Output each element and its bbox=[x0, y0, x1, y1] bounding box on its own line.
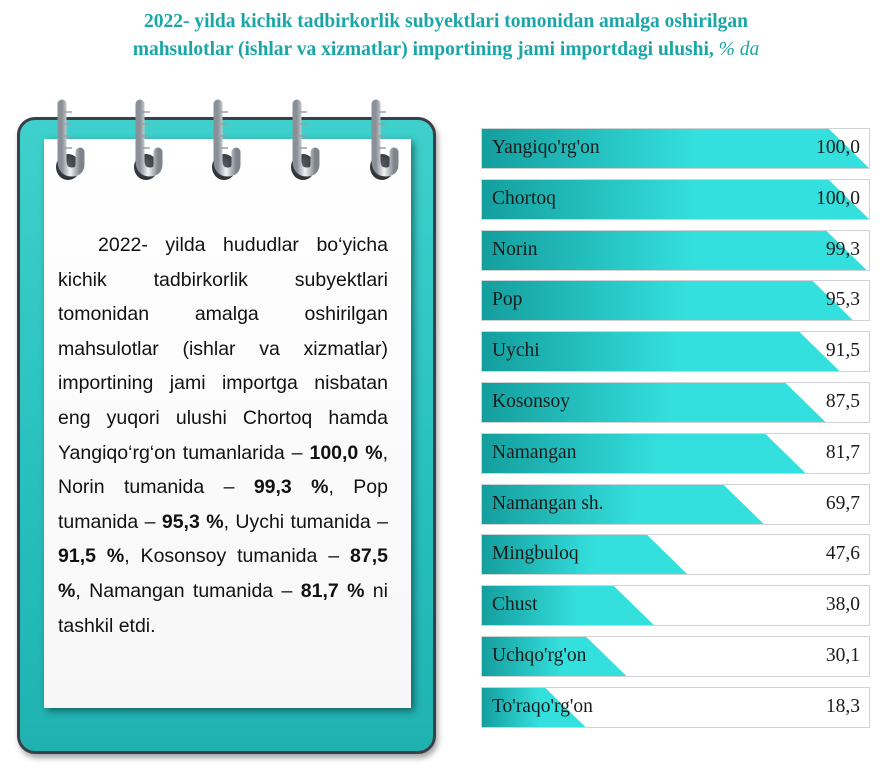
bar-category-label: Uychi bbox=[492, 340, 540, 362]
bar-category-label: Chust bbox=[492, 594, 538, 616]
bar-category-label: Chortoq bbox=[492, 187, 556, 209]
title-line-2: mahsulotlar (ishlar va xizmatlar) importining jami importdagi ulushi, % da bbox=[132, 39, 760, 60]
bar-category-label: Pop bbox=[492, 289, 523, 311]
bar-value-label: 38,0 bbox=[825, 594, 860, 616]
title-unit: % da bbox=[718, 39, 760, 60]
bar-category-label: Uchqo'rg'on bbox=[492, 645, 587, 666]
bar-row bbox=[481, 128, 870, 169]
bar-value-label: 91,5 bbox=[825, 340, 860, 362]
bar-value-label: 18,3 bbox=[825, 695, 860, 717]
bar-category-label: Mingbuloq bbox=[492, 543, 579, 565]
value-chortoq-yangiqorgon: 100,0 % bbox=[309, 441, 383, 464]
bar-shape bbox=[482, 332, 869, 371]
bar-row bbox=[481, 179, 870, 220]
bar bbox=[482, 281, 855, 320]
bar-value-label: 87,5 bbox=[825, 391, 860, 412]
bar-category-label: Norin bbox=[492, 238, 538, 260]
bar-row bbox=[481, 230, 870, 271]
value-namangan: 81,7 % bbox=[300, 579, 365, 602]
value-pop: 95,3 % bbox=[161, 510, 224, 533]
bar-value-label: 100,0 bbox=[816, 137, 860, 158]
value-uychi: 91,5 % bbox=[58, 545, 125, 568]
bar bbox=[482, 231, 869, 270]
bar-row bbox=[481, 280, 870, 321]
bar-row bbox=[481, 636, 870, 677]
bar-row bbox=[481, 687, 870, 728]
bar-value-label: 100,0 bbox=[816, 187, 860, 209]
bar-row bbox=[481, 382, 870, 423]
chart-title bbox=[0, 8, 892, 64]
bar-row bbox=[481, 331, 870, 372]
bar-shape bbox=[482, 281, 869, 320]
bar-value-label: 81,7 bbox=[825, 441, 860, 463]
bar-value-label: 47,6 bbox=[825, 543, 860, 565]
value-norin: 99,3 % bbox=[253, 476, 329, 499]
bar-category-label: Kosonsoy bbox=[492, 391, 571, 412]
notebook-text: 2022- yilda hududlar bo‘yicha kichik tadbirkorlik subyektlari tomonidan amalga oshirilgan mahsulotlar (ishlar va xizmatlar) importining jami importga nisbatan eng yuqori ulushi Chortoq hamda Yangiqo‘rg‘on tumanlarida – 100,0 %, Norin tumanida – 99,3 %, Pop tumanida – 95,3 %, Uychi tumanida – 91,5 %, Kosonsoy tumanida – 87,5 %, Namangan tumanida – 81,7 % ni tashkil etdi. bbox=[58, 234, 388, 637]
bar-value-label: 99,3 bbox=[825, 238, 860, 260]
bar-row bbox=[481, 433, 870, 474]
bar-shape bbox=[482, 231, 869, 270]
bar-category-label: Namangan sh. bbox=[492, 492, 604, 514]
bar-value-label: 69,7 bbox=[825, 492, 860, 514]
value-kosonsoy: 87,5 % bbox=[58, 545, 388, 602]
bar-category-label: Namangan bbox=[492, 441, 577, 463]
bar-category-label: To'raqo'rg'on bbox=[492, 695, 593, 717]
bar-row bbox=[481, 585, 870, 626]
title-line-1: 2022- yilda kichik tadbirkorlik subyektlari tomonidan amalga oshirilgan bbox=[143, 11, 749, 32]
bar-row bbox=[481, 534, 870, 575]
bar-value-label: 30,1 bbox=[825, 645, 860, 666]
bar-value-label: 95,3 bbox=[825, 289, 860, 311]
bar-shape bbox=[482, 586, 869, 625]
bar-row bbox=[481, 484, 870, 525]
bar-category-label: Yangiqo'rg'on bbox=[492, 137, 600, 158]
